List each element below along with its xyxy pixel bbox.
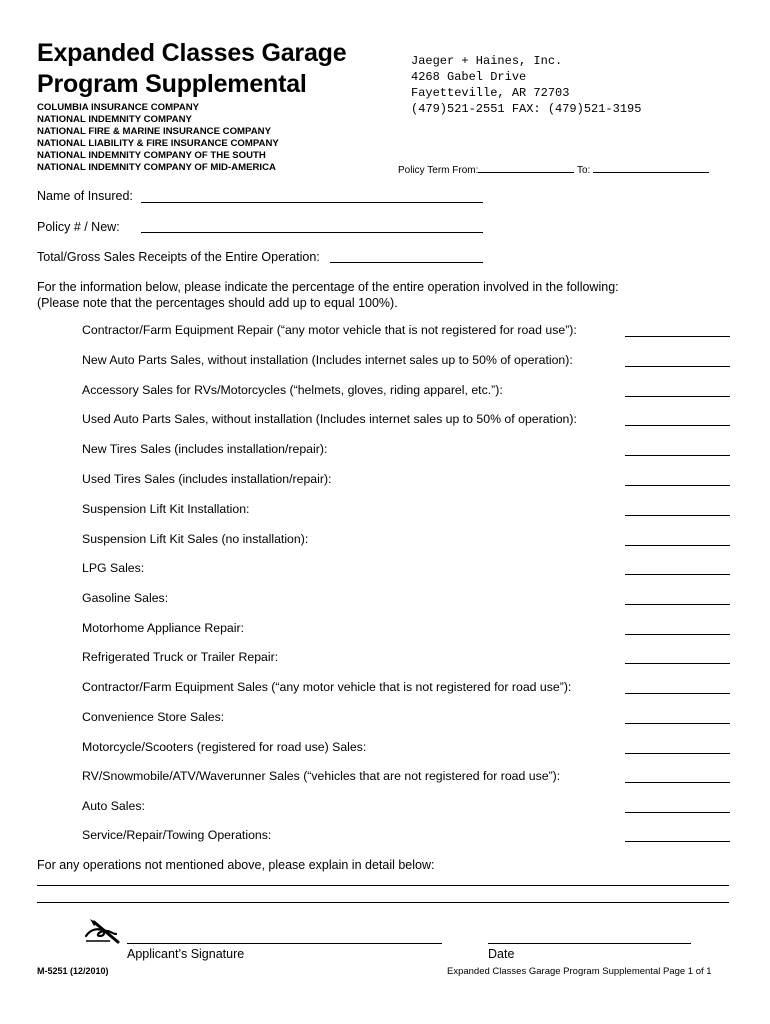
item-percentage-field[interactable]	[625, 604, 730, 605]
agency-address	[411, 53, 641, 117]
insurer-name: NATIONAL LIABILITY & FIRE INSURANCE COMPANY	[37, 138, 279, 149]
policy-number-field[interactable]	[141, 232, 483, 233]
explain-line-2[interactable]	[37, 902, 729, 903]
item-percentage-field[interactable]	[625, 574, 730, 575]
explain-line-1[interactable]	[37, 885, 729, 886]
item-label: Convenience Store Sales:	[82, 710, 225, 724]
gross-sales-row	[37, 250, 320, 264]
item-label: Used Auto Parts Sales, without installation (Includes internet sales up to 50% of operation):	[82, 412, 577, 426]
item-label: Contractor/Farm Equipment Sales (“any motor vehicle that is not registered for road use”):	[82, 680, 572, 694]
document-title	[37, 38, 346, 100]
item-label: Motorhome Appliance Repair:	[82, 621, 244, 635]
explain-label: For any operations not mentioned above, please explain in detail below:	[37, 858, 435, 872]
policy-term	[398, 162, 709, 176]
policy-number-row	[37, 220, 120, 234]
item-percentage-field[interactable]	[625, 723, 730, 724]
item-percentage-field[interactable]	[625, 455, 730, 456]
item-percentage-field[interactable]	[625, 782, 730, 783]
item-label: Gasoline Sales:	[82, 591, 169, 605]
item-percentage-field[interactable]	[625, 812, 730, 813]
insurer-name: COLUMBIA INSURANCE COMPANY	[37, 102, 200, 113]
item-percentage-field[interactable]	[625, 366, 730, 367]
agency-phone: (479)521-2551 FAX: (479)521-3195	[411, 102, 642, 116]
gross-sales-label: Total/Gross Sales Receipts of the Entire Operation:	[37, 250, 320, 264]
policy-term-from-label: Policy Term From:	[398, 165, 479, 176]
item-percentage-field[interactable]	[625, 634, 730, 635]
title-line-1: Expanded Classes Garage	[37, 39, 347, 67]
insurer-name: NATIONAL INDEMNITY COMPANY OF MID-AMERICA	[37, 162, 276, 173]
date-field[interactable]	[488, 943, 691, 944]
instructions-line-2: (Please note that the percentages should add up to equal 100%).	[37, 296, 398, 310]
item-label: Auto Sales:	[82, 799, 145, 813]
insurer-name: NATIONAL INDEMNITY COMPANY OF THE SOUTH	[37, 150, 266, 161]
gross-sales-field[interactable]	[330, 262, 483, 263]
agency-city: Fayetteville, AR 72703	[411, 86, 570, 100]
item-label: Accessory Sales for RVs/Motorcycles (“helmets, gloves, riding apparel, etc.”):	[82, 383, 503, 397]
item-percentage-field[interactable]	[625, 425, 730, 426]
item-percentage-field[interactable]	[625, 485, 730, 486]
policy-term-to-field[interactable]	[593, 162, 709, 173]
insurer-name: NATIONAL INDEMNITY COMPANY	[37, 114, 192, 125]
item-label: Refrigerated Truck or Trailer Repair:	[82, 650, 279, 664]
item-percentage-field[interactable]	[625, 841, 730, 842]
item-percentage-field[interactable]	[625, 396, 730, 397]
title-line-2: Program Supplemental	[37, 70, 307, 98]
item-label: New Tires Sales (includes installation/repair):	[82, 442, 328, 456]
item-label: New Auto Parts Sales, without installation (Includes internet sales up to 50% of operation):	[82, 353, 573, 367]
item-percentage-field[interactable]	[625, 693, 730, 694]
item-label: Service/Repair/Towing Operations:	[82, 828, 272, 842]
insured-name-field[interactable]	[141, 202, 483, 203]
form-number: M-5251 (12/2010)	[37, 966, 109, 976]
insurer-list	[37, 102, 279, 174]
insured-name-row	[37, 189, 133, 203]
item-percentage-field[interactable]	[625, 545, 730, 546]
policy-term-to-label: To:	[577, 165, 591, 176]
item-percentage-field[interactable]	[625, 336, 730, 337]
insurer-name: NATIONAL FIRE & MARINE INSURANCE COMPANY	[37, 126, 271, 137]
item-percentage-field[interactable]	[625, 663, 730, 664]
date-label: Date	[488, 947, 515, 961]
item-label: Suspension Lift Kit Sales (no installation):	[82, 532, 309, 546]
page-footer-text: Expanded Classes Garage Program Supplemental Page 1 of 1	[447, 966, 712, 977]
sign-here-icon	[82, 914, 124, 953]
item-label: RV/Snowmobile/ATV/Waverunner Sales (“vehicles that are not registered for road use”):	[82, 769, 561, 783]
applicant-signature-field[interactable]	[127, 943, 442, 944]
agency-name: Jaeger + Haines, Inc.	[411, 54, 563, 68]
item-label: Motorcycle/Scooters (registered for road use) Sales:	[82, 740, 367, 754]
item-label: Contractor/Farm Equipment Repair (“any motor vehicle that is not registered for road use”):	[82, 323, 577, 337]
item-label: LPG Sales:	[82, 561, 145, 575]
item-percentage-field[interactable]	[625, 515, 730, 516]
agency-street: 4268 Gabel Drive	[411, 70, 527, 84]
policy-term-from-field[interactable]	[478, 162, 574, 173]
item-label: Used Tires Sales (includes installation/repair):	[82, 472, 332, 486]
item-label: Suspension Lift Kit Installation:	[82, 502, 250, 516]
policy-number-label: Policy # / New:	[37, 220, 120, 234]
applicant-signature-label: Applicant’s Signature	[127, 947, 245, 961]
item-percentage-field[interactable]	[625, 753, 730, 754]
insured-name-label: Name of Insured:	[37, 189, 133, 203]
instructions	[37, 279, 619, 311]
instructions-line-1: For the information below, please indicate the percentage of the entire operation involved in the following:	[37, 280, 619, 294]
